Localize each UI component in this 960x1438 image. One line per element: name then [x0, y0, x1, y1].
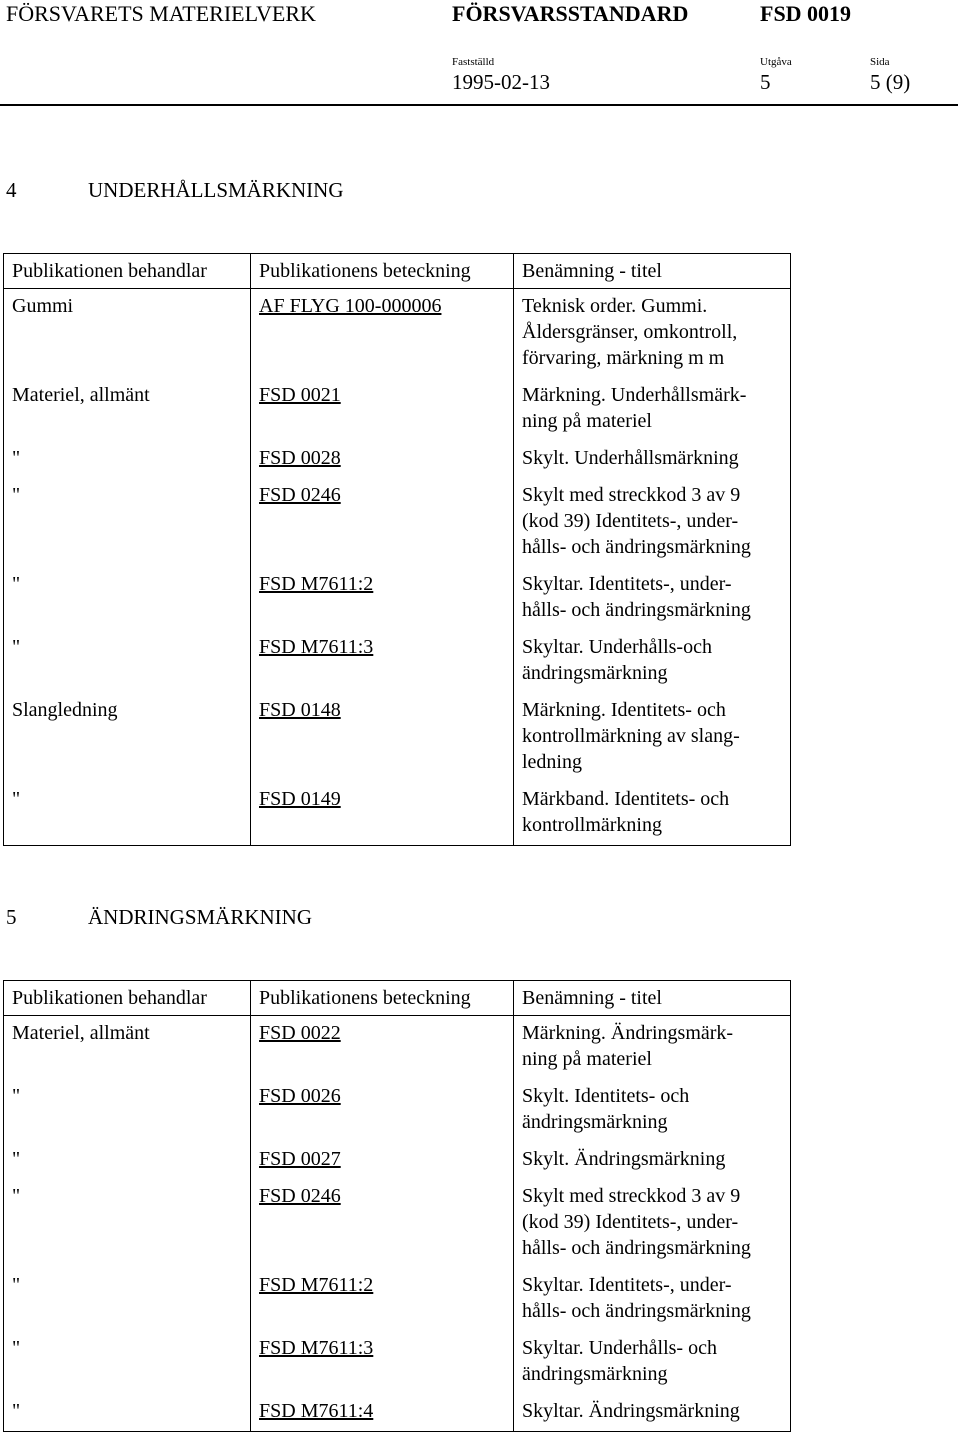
- table-row: [4, 1016, 791, 1080]
- maintenance-marking-table: [3, 253, 791, 846]
- designation-cell: FSD 0026: [259, 1085, 341, 1107]
- title-cell-container: [514, 1016, 791, 1080]
- title-cell: Skyltar. Underhålls-och ändringsmärkning: [522, 636, 712, 684]
- section-4-heading: [6, 178, 344, 203]
- designation-cell-container: [251, 782, 514, 846]
- date-value: 1995-02-13: [452, 70, 550, 94]
- subject-cell-container: [4, 1331, 251, 1394]
- section-number: 5: [6, 905, 17, 929]
- designation-cell: FSD M7611:3: [259, 1337, 374, 1359]
- designation-cell-container: [251, 693, 514, 782]
- subject-cell: Materiel, allmänt: [12, 1022, 150, 1044]
- designation-cell-container: [251, 567, 514, 630]
- change-marking-table: [3, 980, 791, 1432]
- subject-cell: Gummi: [12, 295, 74, 317]
- subject-cell: ": [12, 573, 21, 595]
- designation-cell-container: [251, 1016, 514, 1080]
- edition-value: 5: [760, 70, 771, 94]
- designation-cell-container: [251, 1079, 514, 1142]
- document-number: FSD 0019: [760, 1, 852, 26]
- section-number: 4: [6, 178, 17, 202]
- subject-cell: ": [12, 1148, 21, 1170]
- subject-cell: ": [12, 636, 21, 658]
- column-header-designation: Publikationens beteckning: [251, 254, 514, 289]
- subject-cell: ": [12, 484, 21, 506]
- title-cell-container: [514, 478, 791, 567]
- title-cell: Skyltar. Underhålls- och ändringsmärkning: [522, 1337, 717, 1385]
- title-cell-container: [514, 378, 791, 441]
- title-cell: Märkband. Identitets- och kontrollmärkning: [522, 788, 730, 836]
- section-title: ÄNDRINGSMÄRKNING: [88, 905, 313, 929]
- table-row: [4, 567, 791, 630]
- designation-cell-container: [251, 478, 514, 567]
- designation-cell: FSD 0246: [259, 484, 341, 506]
- designation-cell: FSD 0246: [259, 1185, 341, 1207]
- title-cell: Märkning. Identitets- och kontrollmärkning av slang- ledning: [522, 699, 740, 773]
- title-cell: Skyltar. Identitets-, under- hålls- och ändringsmärkning: [522, 1274, 751, 1322]
- title-cell: Skylt. Ändringsmärkning: [522, 1148, 726, 1170]
- title-cell: Skylt med streckkod 3 av 9 (kod 39) Identitets-, under- hålls- och ändringsmärkning: [522, 484, 751, 558]
- section-5-heading: [6, 905, 312, 930]
- date-label: Fastställd: [452, 56, 495, 68]
- table-row: [4, 1142, 791, 1179]
- title-cell: Märkning. Ändringsmärk- ning på materiel: [522, 1022, 734, 1070]
- column-header-title: Benämning - titel: [514, 981, 791, 1016]
- title-cell: Skyltar. Ändringsmärkning: [522, 1400, 740, 1422]
- title-cell-container: [514, 1331, 791, 1394]
- table-row: [4, 1179, 791, 1268]
- table-row: [4, 693, 791, 782]
- table-row: [4, 1079, 791, 1142]
- subject-cell-container: [4, 630, 251, 693]
- title-cell: Skyltar. Identitets-, under- hålls- och ändringsmärkning: [522, 573, 751, 621]
- subject-cell: ": [12, 447, 21, 469]
- subject-cell-container: [4, 1394, 251, 1432]
- title-cell: Skylt. Underhållsmärkning: [522, 447, 739, 469]
- subject-cell-container: [4, 693, 251, 782]
- title-cell: Skylt med streckkod 3 av 9 (kod 39) Identitets-, under- hålls- och ändringsmärkning: [522, 1185, 751, 1259]
- designation-cell: AF FLYG 100-000006: [259, 295, 442, 317]
- subject-cell-container: [4, 1079, 251, 1142]
- subject-cell-container: [4, 567, 251, 630]
- subject-cell: ": [12, 1337, 21, 1359]
- table-row: [4, 630, 791, 693]
- title-cell-container: [514, 1394, 791, 1432]
- designation-cell-container: [251, 1142, 514, 1179]
- title-cell-container: [514, 441, 791, 478]
- subject-cell-container: [4, 1142, 251, 1179]
- column-header-subject: Publikationen behandlar: [4, 981, 251, 1016]
- title-cell-container: [514, 1268, 791, 1331]
- edition-label: Utgåva: [760, 56, 792, 68]
- designation-cell: FSD 0021: [259, 384, 341, 406]
- designation-cell: FSD M7611:4: [259, 1400, 374, 1422]
- subject-cell: ": [12, 1085, 21, 1107]
- column-header-title: Benämning - titel: [514, 254, 791, 289]
- title-cell-container: [514, 1142, 791, 1179]
- designation-cell-container: [251, 630, 514, 693]
- title-cell-container: [514, 782, 791, 846]
- subject-cell: Slangledning: [12, 699, 118, 721]
- subject-cell-container: [4, 289, 251, 379]
- table-row: [4, 782, 791, 846]
- table-header-row: [4, 981, 791, 1016]
- standard-type: FÖRSVARSSTANDARD: [452, 1, 689, 26]
- subject-cell-container: [4, 1179, 251, 1268]
- table-row: [4, 289, 791, 379]
- subject-cell-container: [4, 441, 251, 478]
- designation-cell: FSD M7611:2: [259, 1274, 374, 1296]
- table-row: [4, 378, 791, 441]
- title-cell-container: [514, 630, 791, 693]
- subject-cell: Materiel, allmänt: [12, 384, 150, 406]
- page-label: Sida: [870, 56, 890, 68]
- subject-cell-container: [4, 782, 251, 846]
- document-header: [0, 0, 960, 110]
- subject-cell-container: [4, 1268, 251, 1331]
- title-cell: Märkning. Underhållsmärk- ning på materiel: [522, 384, 747, 432]
- table-header-row: [4, 254, 791, 289]
- title-cell: Skylt. Identitets- och ändringsmärkning: [522, 1085, 690, 1133]
- subject-cell: ": [12, 1400, 21, 1422]
- designation-cell: FSD M7611:2: [259, 573, 374, 595]
- designation-cell: FSD 0028: [259, 447, 341, 469]
- title-cell-container: [514, 1079, 791, 1142]
- title-cell-container: [514, 693, 791, 782]
- designation-cell-container: [251, 289, 514, 379]
- column-header-subject: Publikationen behandlar: [4, 254, 251, 289]
- header-rule: [0, 104, 958, 106]
- designation-cell: FSD 0148: [259, 699, 341, 721]
- designation-cell-container: [251, 1179, 514, 1268]
- column-header-designation: Publikationens beteckning: [251, 981, 514, 1016]
- designation-cell-container: [251, 1331, 514, 1394]
- subject-cell: ": [12, 1185, 21, 1207]
- title-cell: Teknisk order. Gummi. Åldersgränser, omkontroll, förvaring, märkning m m: [522, 295, 738, 369]
- subject-cell: ": [12, 788, 21, 810]
- organization-name: FÖRSVARETS MATERIELVERK: [6, 1, 316, 26]
- title-cell-container: [514, 567, 791, 630]
- designation-cell: FSD 0027: [259, 1148, 341, 1170]
- designation-cell: FSD 0022: [259, 1022, 341, 1044]
- subject-cell-container: [4, 478, 251, 567]
- table-row: [4, 1268, 791, 1331]
- designation-cell-container: [251, 1268, 514, 1331]
- designation-cell: FSD M7611:3: [259, 636, 374, 658]
- table-row: [4, 1394, 791, 1432]
- table-row: [4, 478, 791, 567]
- subject-cell-container: [4, 1016, 251, 1080]
- designation-cell: FSD 0149: [259, 788, 341, 810]
- page-value: 5 (9): [870, 70, 911, 94]
- designation-cell-container: [251, 378, 514, 441]
- table-row: [4, 441, 791, 478]
- designation-cell-container: [251, 441, 514, 478]
- title-cell-container: [514, 289, 791, 379]
- subject-cell: ": [12, 1274, 21, 1296]
- subject-cell-container: [4, 378, 251, 441]
- designation-cell-container: [251, 1394, 514, 1432]
- title-cell-container: [514, 1179, 791, 1268]
- section-title: UNDERHÅLLSMÄRKNING: [88, 178, 344, 202]
- table-row: [4, 1331, 791, 1394]
